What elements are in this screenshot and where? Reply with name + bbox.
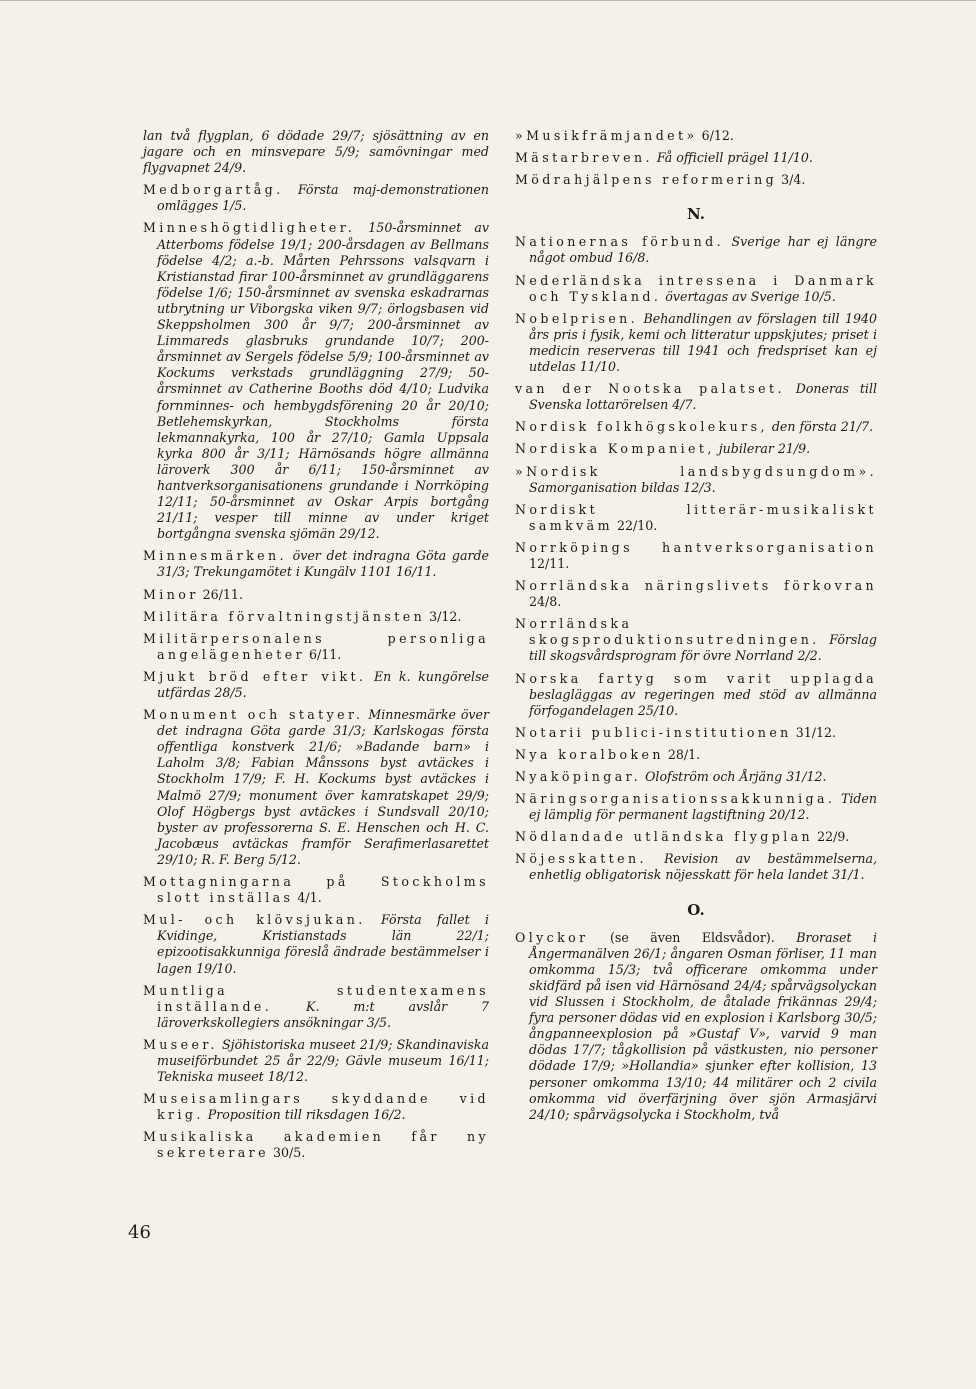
index-entry [515,851,877,883]
entry-heading: Notarii publici-institutionen [515,724,792,740]
scan-edge [0,0,976,1]
entry-text: Behandlingen av förslagen till 1940 års pris i fysik, kemi och litteratur uppskjutes; priset i medicin reserveras till 1941 och fredspriset kan ej utdelas 11/10. [529,310,877,375]
entry-heading: Mjukt bröd efter vikt. [143,668,367,684]
index-entry [515,381,877,413]
entry-heading: Minneshögtidligheter. [143,220,356,236]
entry-heading: Norska fartyg som varit upplagda [515,670,877,686]
index-entry [515,172,877,188]
index-entry [515,725,877,741]
index-entry [515,930,877,1123]
entry-text: Samorganisation bildas 12/3. [529,479,716,495]
entry-text: Förslag till skogsvårdsprogram för övre Norrland 2/2. [529,632,877,664]
entry-text: 26/11. [202,586,243,602]
entry-text: 6/11. [309,646,342,662]
section-letter-n: N. [687,205,705,224]
entry-heading: Nordisk folkhögskolekurs, [515,419,768,435]
entry-text: K. m:t avslår 7 läroverkskollegiers ansökningar 3/5. [157,998,489,1030]
entry-heading: »Musikfrämjandet» [515,128,698,143]
index-entry [515,311,877,375]
index-entry [515,616,877,664]
entry-heading: Näringsorganisationssakkunniga. [515,791,836,807]
index-entry [515,747,877,763]
index-entry [515,273,877,305]
entry-heading: Medborgartåg. [143,182,284,198]
entry-heading: Militärpersonalens personliga angelägenheter [143,630,489,662]
entry-heading: Museisamlingars skyddande vid krig. [143,1091,489,1123]
entry-heading: Nyaköpingar. [515,769,642,784]
entry-heading: Muntliga studentexamens inställande. [143,982,489,1014]
entry-text: En k. kungörelse utfärdas 28/5. [157,668,489,700]
entry-text: 4/1. [297,890,322,906]
index-entry [515,150,877,166]
index-entry [515,419,877,435]
entry-heading: »Nordisk landsbygdsungdom». [515,463,877,479]
entry-heading: Nödlandade utländska flygplan [515,829,814,845]
entry-heading: Norrländska skogsproduktionsutredningen. [515,616,820,648]
entry-heading: Nederländska intressena i Danmark och Tyskland. [515,272,877,304]
index-entry [515,234,877,266]
index-entry [143,1129,489,1161]
entry-heading: Militära förvaltningstjänsten [143,608,426,624]
entry-heading: Minor [143,586,199,602]
entry-heading: Monument och statyer. [143,707,364,723]
entry-heading: Minnesmärken. [143,548,287,564]
index-entry [515,128,877,144]
index-entry [515,829,877,845]
index-entry [515,791,877,823]
entry-note: (se även Eldsvådor). [609,929,775,945]
entry-text: över det indragna Göta garde 31/3; Trekungamötet i Kungälv 1101 16/11. [157,548,489,580]
entry-text: Tiden ej lämplig för permanent lagstiftning 20/12. [529,791,877,823]
entry-text: 12/11. [529,555,570,571]
index-entry [515,769,877,785]
entry-text: Broraset i Ångermanälven 26/1; ångaren Osman förliser, 11 man omkomma 15/3; två officerare omkomma under skidfärd på isen vid Härnösand 24/4; spårvägsolyckan vid Slussen i Stockholm, de åtalade frikännas 29/4; fyra personer dödas vid en explosion i Karlsborg 30/5; ångpanneexplosion på »Gustaf V», varvid 9 man dödas 17/7; tågkollision på västkusten, nio personer dödade 17/9; »Hollandia» sjunker efter kollision, 13 personer omkomma 13/10; 44 militärer och 2 civila omkomma vid överfärjning över sjön Armasjärvi 24/10; spårvägsolycka i Stockholm, två [529,929,877,1122]
entry-text: 3/12. [429,608,462,624]
entry-heading: Mästarbreven. [515,150,653,166]
section-o [515,930,877,1123]
index-entry [143,182,489,214]
entry-text: 22/9. [817,829,850,845]
entry-text: Doneras till Svenska lottarörelsen 4/7. [529,381,877,413]
entry-heading: Mottagningarna på Stockholms slott inställas [143,874,489,906]
index-entry [143,128,489,176]
entry-text: Sjöhistoriska museet 21/9; Skandinaviska museiförbundet 25 år 22/9; Gävle museum 16/11; Tekniska museet 18/12. [157,1036,489,1085]
entry-heading: Nobelprisen. [515,310,639,326]
entry-text: 28/1. [667,746,701,762]
entry-text: Första fallet i Kvidinge, Kristianstads län 22/1; epizootisakkunniga föreslå ändrade bestämmelser i lagen 19/10. [157,912,489,976]
index-entry [143,1037,489,1085]
index-entry [515,540,877,572]
entry-text: Revision av bestämmelserna, enhetlig obligatorisk nöjesskatt för hela landet 31/1. [529,851,877,883]
entry-text: 3/4. [781,172,806,188]
index-entry [143,631,489,663]
section-n [515,234,877,883]
entry-heading: Norrländska näringslivets förkovran [515,578,877,594]
entry-heading: Mödrahjälpens reformering [515,172,778,188]
index-entry [515,464,877,496]
entry-text: lan två flygplan, 6 dödade 29/7; sjösättning av en jagare och en minsvepare 5/9; samövningar med flygvapnet 24/9. [143,128,489,176]
entry-text: beslagläggas av regeringen med stöd av allmänna förfogandelagen 25/10. [529,686,877,718]
entry-text: jubilerar 21/9. [718,441,811,457]
entry-text: Första maj-demonstrationen omlägges 1/5. [157,182,489,214]
index-entry [143,548,489,580]
index-entry [143,587,489,603]
entry-heading: Musikaliska akademien får ny sekreterare [143,1129,489,1161]
index-entry [143,1091,489,1123]
entry-heading: Nordiskt litterär-musikaliskt samkväm [515,501,877,533]
index-entry [515,671,877,719]
entry-heading: Norrköpings hantverksorganisation [515,539,877,555]
entry-text: 22/10. [616,517,658,533]
entry-heading: Nordiska Kompaniet, [515,441,715,457]
entry-text: Sverige har ej längre något ombud 16/8. [529,234,877,266]
index-entry [515,502,877,534]
entry-text: Få officiell prägel 11/10. [656,150,813,166]
entry-text: Olofström och Årjäng 31/12. [645,769,827,784]
entry-text: övertagas av Sverige 10/5. [665,288,836,304]
entry-text: 150-årsminnet av Atterboms födelse 19/1; 200-årsdagen av Bellmans födelse 4/2; a.-b. Mårten Pehrssons valsqvarn i Kristianstad firar 100-årsminnet av grundläggarens födelse 1/6; 150-årsminnet av svenska eskadrarnas utbrytning ur Viborgska viken 9/7; örlogsbasen vid Skeppsholmen 300 år 9/7; 200-årsminnet av Limmareds glasbruks grundande 10/7; 200-årsminnet av Sergels födelse 5/9; 100-årsminnet av Kockums verkstads grundläggning 27/9; 50-årsminnet av Catherine Booths död 4/10; Ludvika fornminnes- och hembygdsförening 20 år 20/10; Betlehemskyrkan, Stockholms första lekmannakyrka, 100 år 27/10; Gamla Uppsala kyrka 800 år 3/11; Härnösands högre allmänna läroverk 300 år 6/11; 150-årsminnet av hantverksorganisationens grundande i Norrköping 12/11; 50-årsminnet av Oskar Arpis bortgång 21/11; vesper till minne av under kriget bortgångna svenska sjömän 29/12. [157,220,489,542]
entry-heading: Nöjesskatten. [515,851,647,867]
right-column [515,128,877,1129]
entry-text: 24/8. [529,594,562,610]
entry-text: den första 21/7. [771,419,874,435]
index-entry [143,220,489,542]
entry-heading: van der Nootska palatset. [515,381,785,397]
index-entry [515,441,877,457]
index-entry [143,983,489,1031]
entry-text: 30/5. [272,1145,306,1161]
section-letter-o: O. [687,900,705,919]
entry-heading: Nationernas förbund. [515,234,724,250]
entry-heading: Museer. [143,1036,218,1052]
entry-text: Minnesmärke över det indragna Göta garde 31/3; Karlskogas första offentliga konstverk 21/6; »Badande barn» i Laholm 3/8; Fabian Månssons byst avtäckes i Stockholm 17/9; F. H. Kockums byst avtäckes i Malmö 27/9; monument över kamratskapet 29/9; Olof Högbergs byst avtäckes i Sundsvall 20/10; byster av professorerna S. E. Henschen och H. C. Jacobæus avtäckas framför Serafimerlasarettet 29/10; R. F. Berg 5/12. [157,707,489,867]
index-entry [143,669,489,701]
section-m-continued [515,128,877,188]
page-number: 46 [128,1222,151,1243]
entry-text: 31/12. [795,724,836,740]
entry-heading: Nya koralboken [515,746,664,762]
entry-heading: Olyckor [515,929,589,945]
index-entry [143,912,489,976]
entry-text: Proposition till riksdagen 16/2. [207,1107,406,1123]
index-entry [143,609,489,625]
index-entry [143,874,489,906]
index-entry [515,578,877,610]
entry-heading: Mul- och klövsjukan. [143,912,366,928]
entry-text: 6/12. [701,128,734,143]
left-column [143,128,489,1168]
index-entry [143,707,489,868]
